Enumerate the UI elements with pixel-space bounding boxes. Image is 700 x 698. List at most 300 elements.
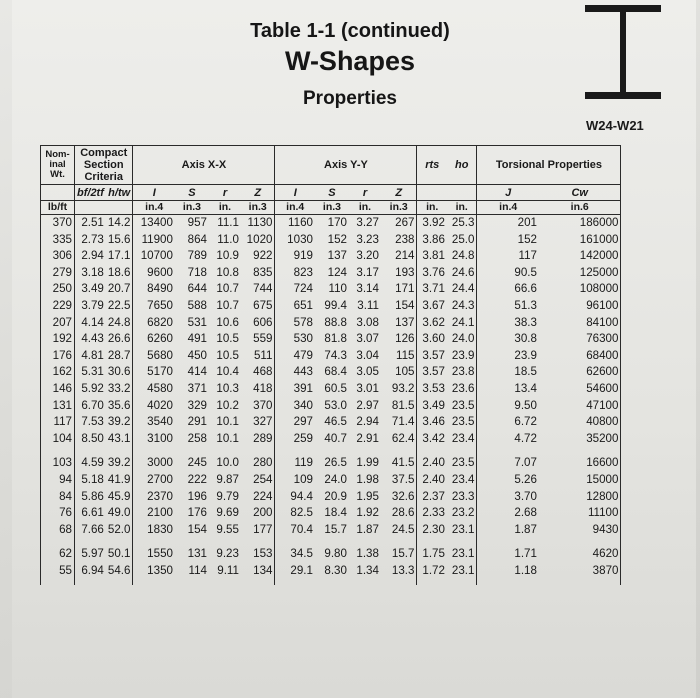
table-cell: 3.81: [422, 249, 445, 263]
table-cell: 5.31: [81, 365, 104, 379]
table-cell: 137: [381, 315, 417, 332]
table-cell: 9.80: [324, 547, 347, 561]
table-cell: 340: [293, 398, 313, 412]
table-cell: 5680: [147, 348, 173, 362]
table-cell: 94: [41, 472, 75, 489]
table-cell: 26.5: [324, 456, 347, 470]
table-row: [41, 315, 621, 332]
table-cell: 10.4: [216, 365, 239, 379]
table-cell: 47100: [539, 398, 621, 415]
table-cell: 8.30: [324, 563, 347, 577]
table-row: [41, 331, 621, 348]
table-cell: 1.71: [514, 547, 537, 561]
table-cell: 35.6: [106, 398, 133, 415]
table-cell: 491: [187, 332, 207, 346]
table-cell: 3.49: [81, 282, 104, 296]
table-cell: 192: [41, 331, 75, 348]
table-cell: 25.3: [447, 215, 477, 232]
table-cell: 125000: [539, 265, 621, 282]
table-cell: 9.23: [216, 547, 239, 561]
table-cell: 9.87: [216, 472, 239, 486]
table-cell: 7650: [147, 298, 173, 312]
table-cell: 1830: [147, 522, 173, 536]
table-cell: 789: [187, 249, 207, 263]
table-cell: 3.46: [422, 415, 445, 429]
table-cell: 24.6: [447, 265, 477, 282]
table-cell: 744: [241, 281, 275, 298]
table-cell: 23.4: [447, 472, 477, 489]
table-cell: 1550: [147, 547, 173, 561]
table-cell: 823: [293, 265, 313, 279]
table-cell: 2700: [147, 472, 173, 486]
table-cell: 864: [187, 232, 207, 246]
header-axis-xx: Axis X-X: [133, 146, 275, 185]
table-cell: 38.3: [514, 315, 537, 329]
table-cell: 35200: [539, 431, 621, 448]
table-cell: 279: [41, 265, 75, 282]
table-cell: 15.7: [381, 546, 417, 563]
table-cell: 651: [293, 298, 313, 312]
table-cell: 20.9: [324, 489, 347, 503]
table-cell: 66.6: [514, 282, 537, 296]
table-cell: 119: [294, 456, 313, 470]
table-cell: 306: [41, 248, 75, 265]
table-cell: 4.59: [81, 456, 104, 470]
table-cell: 7.66: [81, 522, 104, 536]
table-cell: 675: [241, 298, 275, 315]
table-cell: 14.2: [106, 215, 133, 232]
table-cell: 193: [381, 265, 417, 282]
table-row: [41, 348, 621, 365]
table-cell: 6.72: [514, 415, 537, 429]
table-cell: 22.5: [106, 298, 133, 315]
table-cell: 5.97: [81, 547, 104, 561]
table-cell: 4620: [539, 546, 621, 563]
table-cell: 12800: [539, 489, 621, 506]
table-cell: 23.4: [447, 431, 477, 448]
column-unit: in.: [426, 201, 439, 213]
table-cell: 74.3: [324, 348, 347, 362]
table-cell: 45.9: [106, 489, 133, 506]
table-cell: 23.9: [514, 348, 537, 362]
table-cell: 93.2: [381, 381, 417, 398]
column-symbol: Z: [241, 185, 275, 201]
table-cell: 104: [41, 431, 75, 448]
table-cell: 176: [41, 348, 75, 365]
table-row: [41, 522, 621, 539]
table-cell: 4580: [147, 381, 173, 395]
table-cell: 23.9: [447, 348, 477, 365]
table-cell: 2.37: [422, 489, 445, 503]
column-symbol: [417, 185, 447, 201]
table-cell: 114: [188, 563, 207, 577]
table-cell: 84100: [539, 315, 621, 332]
table-cell: 418: [241, 381, 275, 398]
table-cell: 280: [241, 455, 275, 472]
table-cell: 50.1: [106, 546, 133, 563]
column-symbol: S: [328, 186, 336, 199]
table-cell: 335: [41, 232, 75, 249]
table-cell: 2.91: [356, 431, 379, 445]
table-cell: 3.23: [356, 232, 379, 246]
table-cell: 578: [293, 315, 313, 329]
table-cell: 23.3: [447, 489, 477, 506]
table-cell: 1350: [147, 563, 173, 577]
table-cell: 530: [293, 332, 313, 346]
table-cell: 2100: [147, 506, 173, 520]
table-cell: 2.97: [356, 398, 379, 412]
table-cell: 68: [41, 522, 75, 539]
table-cell: 1160: [288, 216, 313, 229]
table-cell: 24.0: [447, 331, 477, 348]
table-cell: 6260: [147, 332, 173, 346]
table-subtitle: Properties: [303, 88, 397, 109]
table-cell: 152: [327, 232, 347, 246]
table-cell: 68400: [539, 348, 621, 365]
wide-flange-icon: [585, 5, 661, 99]
table-cell: 105: [381, 364, 417, 381]
table-title: W-Shapes: [285, 46, 415, 76]
table-cell: 3.71: [422, 282, 445, 296]
table-cell: 81.5: [381, 398, 417, 415]
table-cell: 49.0: [106, 505, 133, 522]
table-cell: 15.6: [106, 232, 133, 249]
table-cell: 43.1: [106, 431, 133, 448]
table-cell: 724: [293, 282, 313, 296]
table-cell: 207: [41, 315, 75, 332]
table-cell: 3.86: [422, 232, 445, 246]
table-cell: 30.8: [514, 332, 537, 346]
table-cell: 28.7: [106, 348, 133, 365]
table-cell: 3000: [147, 456, 173, 470]
table-cell: 3.14: [356, 282, 379, 296]
table-cell: 90.5: [514, 265, 537, 279]
table-cell: 23.1: [447, 563, 477, 580]
table-cell: 3.49: [422, 398, 445, 412]
table-row: [41, 414, 621, 431]
table-cell: 10.5: [216, 332, 239, 346]
table-cell: 82.5: [290, 506, 313, 520]
table-cell: 162: [41, 364, 75, 381]
table-cell: 370: [41, 215, 75, 232]
table-cell: 3.01: [356, 381, 379, 395]
table-cell: 559: [241, 331, 275, 348]
table-cell: 3.18: [81, 265, 104, 279]
table-cell: 146: [41, 381, 75, 398]
table-cell: 70.4: [290, 522, 313, 536]
table-cell: 29.1: [290, 563, 313, 577]
table-row: [41, 248, 621, 265]
table-cell: 24.1: [447, 315, 477, 332]
table-cell: 6820: [147, 315, 173, 329]
table-cell: 3870: [539, 563, 621, 580]
table-cell: 3.76: [422, 265, 445, 279]
table-cell: 110: [328, 282, 347, 296]
table-cell: 1.18: [514, 563, 537, 577]
table-cell: 1.92: [356, 506, 379, 520]
table-cell: 919: [293, 249, 313, 263]
table-cell: 443: [293, 365, 313, 379]
table-cell: 40.7: [324, 431, 347, 445]
table-cell: 81.8: [324, 332, 347, 346]
table-cell: 1.98: [356, 472, 379, 486]
table-cell: 259: [293, 431, 313, 445]
table-cell: 53.0: [324, 398, 347, 412]
table-cell: 327: [241, 414, 275, 431]
column-unit: in.: [218, 201, 232, 213]
table-cell: 39.2: [106, 455, 133, 472]
table-cell: 289: [241, 431, 275, 448]
table-cell: 88.8: [324, 315, 347, 329]
table-cell: 23.1: [447, 546, 477, 563]
table-cell: 10.1: [216, 431, 239, 445]
table-cell: 10.7: [216, 282, 239, 296]
table-cell: 10.0: [216, 456, 239, 470]
table-cell: 1.99: [356, 456, 379, 470]
table-cell: 126: [381, 331, 417, 348]
table-cell: 76300: [539, 331, 621, 348]
table-cell: 329: [187, 398, 207, 412]
column-symbol: I: [293, 186, 297, 199]
table-cell: 9.69: [216, 506, 239, 520]
table-cell: 18.6: [106, 265, 133, 282]
table-cell: 18.5: [514, 365, 537, 379]
table-cell: 3.11: [357, 298, 379, 312]
table-cell: 2.94: [356, 415, 379, 429]
table-cell: 8.50: [81, 431, 104, 445]
table-cell: 606: [241, 315, 275, 332]
table-cell: 291: [187, 415, 207, 429]
table-cell: 224: [241, 489, 275, 506]
column-symbol: h/tw: [106, 185, 133, 201]
table-cell: 41.9: [106, 472, 133, 489]
table-cell: 718: [187, 265, 207, 279]
table-row: [41, 431, 621, 448]
table-cell: 297: [293, 415, 313, 429]
table-cell: 117: [518, 249, 537, 263]
column-symbol: bf/2tf: [77, 186, 104, 199]
table-cell: 3.08: [356, 315, 379, 329]
table-cell: 131: [41, 398, 75, 415]
table-cell: 1.75: [422, 547, 445, 561]
table-cell: 254: [241, 472, 275, 489]
table-cell: 10.6: [216, 315, 239, 329]
table-caption: Table 1-1 (continued): [250, 20, 450, 42]
header-axis-yy: Axis Y-Y: [275, 146, 417, 185]
table-cell: 371: [187, 381, 207, 395]
table-cell: 9430: [539, 522, 621, 539]
header-ho: ho: [447, 146, 477, 185]
header-compact-criteria: Compact Section Criteria: [75, 146, 133, 185]
table-cell: 11100: [539, 505, 621, 522]
table-cell: 222: [187, 472, 207, 486]
table-cell: 40800: [539, 414, 621, 431]
header-torsional: Torsional Properties: [477, 146, 621, 185]
column-symbol: r: [362, 186, 368, 199]
table-cell: 23.8: [447, 364, 477, 381]
table-cell: 131: [187, 547, 207, 561]
table-cell: 124: [327, 265, 347, 279]
table-cell: 96100: [539, 298, 621, 315]
table-cell: 1.34: [356, 563, 379, 577]
table-cell: 511: [241, 348, 275, 365]
table-cell: 5170: [147, 365, 173, 379]
table-cell: 5.18: [81, 472, 104, 486]
table-cell: 37.5: [381, 472, 417, 489]
table-cell: 54.6: [106, 563, 133, 580]
column-symbol: I: [152, 186, 156, 199]
group-spacer: [41, 538, 621, 546]
table-cell: 3100: [147, 431, 173, 445]
table-cell: 4.14: [81, 315, 104, 329]
table-cell: 99.4: [324, 298, 347, 312]
table-cell: 6.70: [81, 398, 104, 412]
table-cell: 8490: [147, 282, 173, 296]
column-unit: in.3: [182, 201, 202, 213]
table-cell: 171: [381, 281, 417, 298]
table-cell: 9.55: [216, 522, 239, 536]
table-cell: 7.07: [514, 456, 537, 470]
table-row: [41, 546, 621, 563]
table-cell: 9.11: [217, 563, 239, 577]
table-cell: 94.4: [290, 489, 313, 503]
table-cell: 2.40: [422, 472, 445, 486]
table-cell: 161000: [539, 232, 621, 249]
table-cell: 229: [41, 298, 75, 315]
table-cell: 154: [381, 298, 417, 315]
table-cell: 10.2: [216, 398, 239, 412]
table-cell: 32.6: [381, 489, 417, 506]
table-cell: 588: [187, 298, 207, 312]
table-cell: 9.79: [216, 489, 239, 503]
header-nominal-weight: Nom-inal Wt.: [41, 146, 75, 185]
table-cell: 4020: [147, 398, 173, 412]
table-cell: 258: [187, 431, 207, 445]
table-row: [41, 265, 621, 282]
table-cell: 1.72: [422, 563, 445, 577]
table-cell: 3.70: [514, 489, 537, 503]
table-cell: 170: [327, 216, 347, 229]
column-unit: in.6: [539, 201, 621, 215]
table-cell: 142000: [539, 248, 621, 265]
table-cell: 414: [187, 365, 207, 379]
table-cell: 34.5: [290, 547, 313, 561]
table-cell: 24.8: [447, 248, 477, 265]
table-cell: 835: [241, 265, 275, 282]
table-cell: 922: [241, 248, 275, 265]
table-cell: 13.3: [381, 563, 417, 580]
table-row: [41, 298, 621, 315]
table-cell: 13400: [140, 216, 173, 229]
table-cell: 54600: [539, 381, 621, 398]
table-cell: 5.26: [514, 472, 537, 486]
table-cell: 55: [41, 563, 75, 580]
table-cell: 23.1: [447, 522, 477, 539]
table-cell: 2.73: [81, 232, 104, 246]
table-cell: 9.50: [514, 398, 537, 412]
table-cell: 10.9: [216, 249, 239, 263]
table-cell: 15.7: [324, 522, 347, 536]
table-cell: 2370: [147, 489, 173, 503]
table-cell: 450: [187, 348, 207, 362]
table-cell: 468: [241, 364, 275, 381]
table-cell: 196: [187, 489, 207, 503]
table-cell: 23.2: [447, 505, 477, 522]
table-row: [41, 563, 621, 580]
table-cell: 3.79: [81, 298, 104, 312]
table-cell: 3.42: [422, 431, 445, 445]
table-cell: 176: [187, 506, 207, 520]
table-cell: 24.0: [324, 472, 347, 486]
table-cell: 76: [41, 505, 75, 522]
table-cell: 370: [241, 398, 275, 415]
table-cell: 11.0: [217, 232, 239, 246]
table-cell: 238: [381, 232, 417, 249]
table-cell: 2.51: [81, 216, 104, 229]
table-cell: 2.33: [422, 506, 445, 520]
table-row: [41, 232, 621, 249]
table-cell: 39.2: [106, 414, 133, 431]
table-cell: 3.07: [356, 332, 379, 346]
table-cell: 60.5: [324, 381, 347, 395]
table-cell: 84: [41, 489, 75, 506]
table-cell: 3.04: [356, 348, 379, 362]
table-cell: 62600: [539, 364, 621, 381]
table-cell: 5.92: [81, 381, 104, 395]
table-cell: 250: [41, 281, 75, 298]
table-row: [41, 489, 621, 506]
properties-table: [40, 145, 621, 585]
table-cell: 2.68: [514, 506, 537, 520]
table-cell: 26.6: [106, 331, 133, 348]
column-unit: in.4: [499, 201, 518, 213]
table-cell: 23.5: [447, 455, 477, 472]
table-cell: 17.1: [106, 248, 133, 265]
column-unit: [106, 201, 133, 215]
column-symbol: r: [222, 186, 228, 199]
table-cell: 1020: [241, 232, 275, 249]
shape-range-label: W24-W21: [586, 118, 644, 133]
table-cell: 177: [241, 522, 275, 539]
table-cell: 153: [241, 546, 275, 563]
table-cell: 7.53: [81, 415, 104, 429]
table-cell: 108000: [539, 281, 621, 298]
table-cell: 1.95: [356, 489, 379, 503]
column-symbol: J: [505, 186, 512, 199]
column-unit: [75, 201, 106, 215]
table-cell: 109: [293, 472, 313, 486]
table-cell: 20.7: [106, 281, 133, 298]
table-cell: 9600: [147, 265, 173, 279]
table-cell: 33.2: [106, 381, 133, 398]
table-cell: 3.57: [422, 365, 445, 379]
group-spacer: [41, 579, 621, 585]
table-cell: 23.5: [447, 414, 477, 431]
table-cell: 11900: [141, 232, 173, 246]
table-cell: 3.60: [422, 332, 445, 346]
table-cell: 117: [41, 414, 75, 431]
column-unit: in.: [358, 201, 372, 213]
table-cell: 103: [41, 455, 75, 472]
table-cell: 1.87: [514, 522, 537, 536]
column-symbol: S: [188, 186, 196, 199]
table-cell: 137: [327, 249, 347, 263]
table-cell: 3.62: [422, 315, 445, 329]
table-row: [41, 505, 621, 522]
table-cell: 3.17: [356, 265, 379, 279]
table-cell: 115: [381, 348, 417, 365]
table-cell: 2.30: [422, 522, 445, 536]
